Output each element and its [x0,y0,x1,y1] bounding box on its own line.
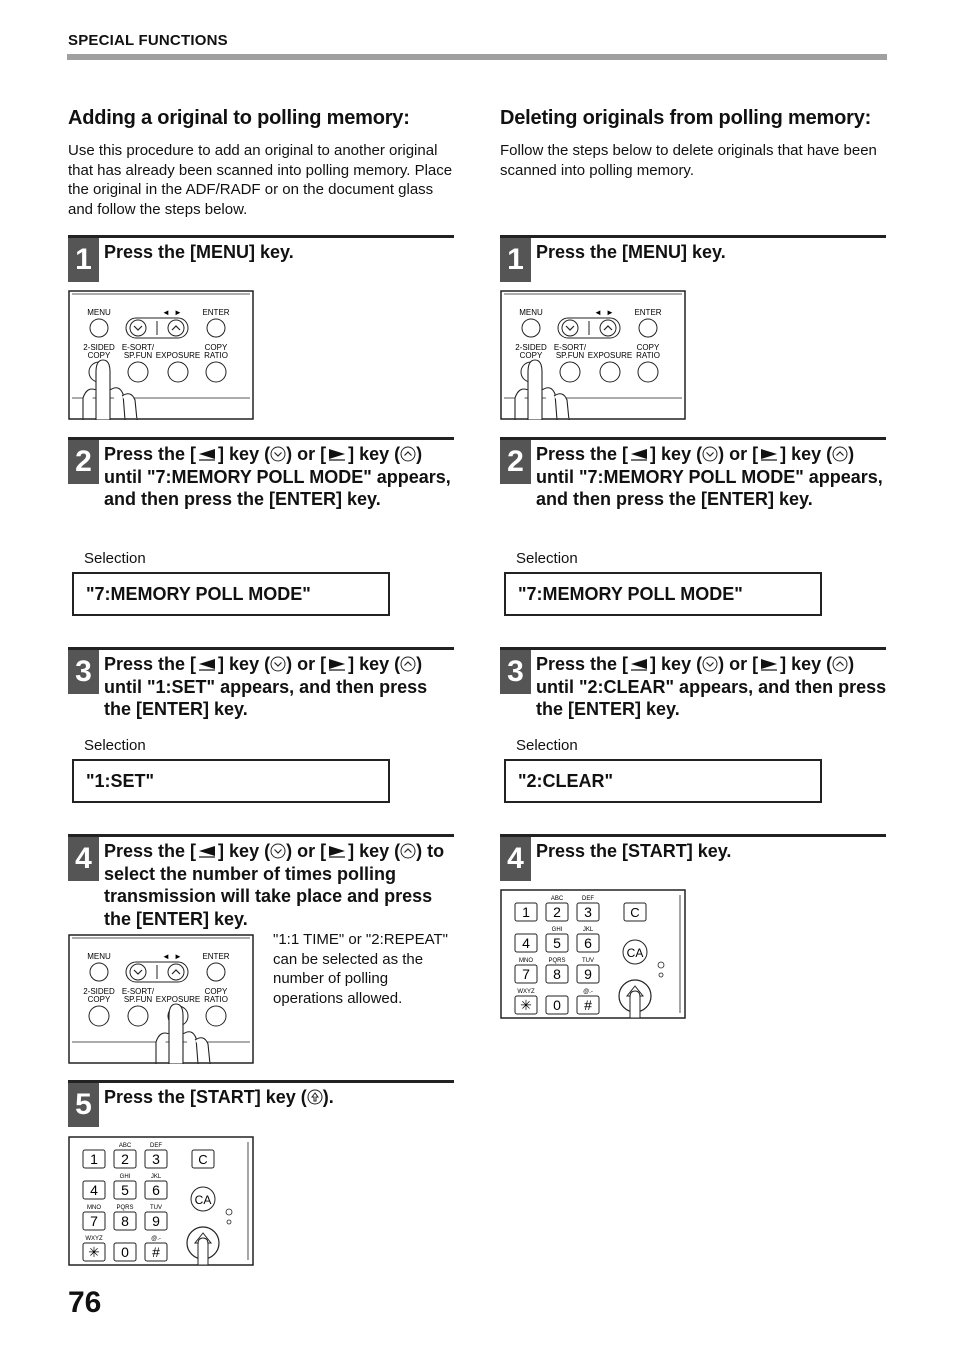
enter-key [207,963,225,981]
keypad-key-label: 3 [152,1151,160,1167]
keypad-letters: ABC [550,896,564,902]
step-text-part: ) or [ [286,841,327,861]
panel-label: ENTER [202,952,230,961]
panel-label: 2-SIDED [515,343,547,352]
enter-key [207,319,225,337]
menu-key [90,319,108,337]
step-text-part: ] key ( [348,654,401,674]
step-text [536,653,888,721]
keypad-key-label: 2 [553,904,561,920]
down-key-icon [270,843,286,859]
step-number: 3 [500,650,531,694]
step-text-part: ) or [ [286,444,327,464]
up-key-icon [832,656,848,672]
right-step-1 [500,235,886,286]
keypad-letters: @.- [583,989,593,995]
step-text [104,653,456,721]
up-key-icon [400,446,416,462]
keypad-letters: GHI [119,1174,131,1180]
step-number: 5 [68,1083,99,1127]
enter-key [639,319,657,337]
keypad-letters: JKL [150,1174,162,1180]
step-text-part: ) or [ [286,654,327,674]
step-number: 4 [500,837,531,881]
selection-label: Selection [84,550,146,567]
step-number: 1 [68,238,99,282]
step-text-part: ). [322,1087,334,1107]
step-text-part: Press the [ [104,654,197,674]
selection-label: Selection [516,737,578,754]
keypad-letters: @.- [151,1236,161,1242]
step-number: 4 [68,837,99,881]
keypad-key-label: 5 [553,935,561,951]
keypad-key-label: 7 [522,966,530,982]
left-step-2 [68,437,454,509]
left-arrow-key-icon [196,844,218,858]
keypad-key-label: ✳ [88,1244,100,1260]
step-text-part: until "2:CLEAR" appears, and then press the [ENTER] key. [536,676,887,719]
keypad-key-label: 3 [584,904,592,920]
left-arrow-key-icon [628,447,650,461]
panel-label: COPY [204,343,228,352]
left-intro: Use this procedure to add an original to another original that has already been scanned into polling memory. Place the original in the ADF/RADF or on the document glass and follow the steps below. [68,142,453,218]
keypad-key-label: 9 [584,966,592,982]
keypad-svg [500,889,686,1019]
right-intro: Follow the steps below to delete originals that have been scanned into polling memory. [500,142,877,179]
step-text-part: ] key ( [348,444,401,464]
menu-key [522,319,540,337]
step-number: 1 [500,238,531,282]
panel-label: MENU [87,308,111,317]
panel-label: ◄ [594,308,602,317]
down-key [130,964,146,980]
step-text-part: ) [416,654,423,674]
step-text [104,840,456,930]
panel-label: 2-SIDED [83,987,115,996]
panel-label: COPY [636,343,660,352]
keypad-key-label: 1 [522,904,530,920]
keypad-key-label: # [584,997,592,1013]
keypad-key-label: 8 [121,1213,129,1229]
lcd-display: "7:MEMORY POLL MODE" [72,572,390,616]
step-text-part: until "7:MEMORY POLL MODE" appears, and then press the [ENTER] key. [104,466,451,509]
keypad-key-label: 0 [121,1244,129,1260]
step-text-part: until "7:MEMORY POLL MODE" appears, and then press the [ENTER] key. [536,466,883,509]
operation-panel-illustration [68,934,254,1064]
step-number: 2 [68,440,99,484]
panel-label: COPY [519,351,543,360]
down-key-icon [702,656,718,672]
panel-label: EXPOSURE [587,351,633,360]
panel-label: SP.FUN [123,995,153,1004]
panel-label: ► [174,308,182,317]
step-text [104,443,456,511]
panel-label: ► [174,952,182,961]
step-text-part: ] key ( [348,841,401,861]
panel-label: E-SORT/ [121,343,155,352]
panel-label: COPY [87,351,111,360]
panel-label: SP.FUN [555,351,585,360]
lcd-display: "1:SET" [72,759,390,803]
panel-label: RATIO [204,995,228,1004]
panel-label: ◄ [162,952,170,961]
keypad-letters: MNO [519,958,533,964]
keypad-letters: JKL [582,927,594,933]
right-step-4 [500,834,886,885]
step-text-part: ) [848,654,855,674]
pointing-hand-illustration [198,1238,208,1265]
step-text [104,1086,456,1109]
start-key-icon [307,1089,323,1105]
step-text-part: ] key ( [780,444,833,464]
keypad-letters: DEF [582,896,594,902]
panel-label: ENTER [634,308,662,317]
step-text-part: ] key ( [780,654,833,674]
keypad-svg [68,1136,254,1266]
panel-label: E-SORT/ [121,987,155,996]
clear-all-key-label: CA [194,1193,212,1207]
keypad-letters: TUV [582,958,594,964]
step-text-part: ) or [ [718,654,759,674]
left-step-5 [68,1080,454,1131]
keypad-key-label: 0 [553,997,561,1013]
down-key-icon [270,446,286,462]
pointing-hand-illustration [630,991,640,1018]
keypad-key-label: 4 [522,935,530,951]
right-arrow-key-icon [758,447,780,461]
keypad-letters: MNO [87,1205,101,1211]
lcd-display: "2:CLEAR" [504,759,822,803]
step-text-part: Press the [ [104,444,197,464]
step-text: Press the [START] key. [536,841,732,861]
keypad-key-label: 2 [121,1151,129,1167]
keypad-key-label: 4 [90,1182,98,1198]
left-arrow-key-icon [196,657,218,671]
right-step-3 [500,647,887,719]
keypad-key-label: # [152,1244,160,1260]
right-arrow-key-icon [758,657,780,671]
step-text-part: Press the [ [536,654,629,674]
keypad-key-label: ✳ [520,997,532,1013]
panel-label: ► [606,308,614,317]
up-key-icon [400,656,416,672]
keypad-key-label: 1 [90,1151,98,1167]
keypad-key-label: 8 [553,966,561,982]
left-step-1 [68,235,454,286]
header-rule [67,54,887,60]
keypad-illustration [68,1136,254,1266]
panel-label: EXPOSURE [155,995,201,1004]
left-arrow-key-icon [196,447,218,461]
left-arrow-key-icon [628,657,650,671]
operation-panel-svg [68,290,254,420]
selection-label: Selection [516,550,578,567]
step-text-part: ) [416,841,423,861]
step-text-part: ) or [ [718,444,759,464]
panel-label: RATIO [204,351,228,360]
section-header: SPECIAL FUNCTIONS [68,32,228,49]
page-number: 76 [68,1286,102,1319]
right-section-title: Deleting originals from polling memory: [500,107,872,129]
keypad-letters: WXYZ [85,1236,103,1242]
step-text: Press the [MENU] key. [536,242,726,262]
left-section-title: Adding a original to polling memory: [68,107,410,129]
step-text-part: Press the [ [536,444,629,464]
operation-panel-svg [500,290,686,420]
step-text [536,443,888,511]
step-number: 2 [500,440,531,484]
step-note: "1:1 TIME" or "2:REPEAT" can be selected as the number of polling operations allowed. [273,931,448,1007]
keypad-key-label: 6 [584,935,592,951]
clear-key-label: C [630,905,640,920]
keypad-key-label: 5 [121,1182,129,1198]
keypad-letters: GHI [551,927,563,933]
up-key [168,320,184,336]
step-text-part: until "1:SET" appears, and then press the [ENTER] key. [104,676,428,719]
panel-label: MENU [87,952,111,961]
up-key-icon [400,843,416,859]
clear-all-key-label: CA [626,946,644,960]
keypad-key-label: 6 [152,1182,160,1198]
up-key [600,320,616,336]
step-text-part: to select the number of times polling transmission will take place and press the [ENTER] key. [104,841,445,929]
down-key [562,320,578,336]
keypad-letters: PQRS [548,958,566,964]
up-key-icon [832,446,848,462]
step-text-part: ] key ( [218,444,271,464]
down-key [130,320,146,336]
step-text-part: ) [416,444,423,464]
panel-label: COPY [87,995,111,1004]
keypad-key-label: 9 [152,1213,160,1229]
panel-label: SP.FUN [123,351,153,360]
keypad-letters: ABC [118,1143,132,1149]
step-text: Press the [MENU] key. [104,242,294,262]
panel-label: E-SORT/ [553,343,587,352]
down-key-icon [270,656,286,672]
right-step-2 [500,437,886,509]
selection-label: Selection [84,737,146,754]
right-arrow-key-icon [326,657,348,671]
left-step-3 [68,647,454,719]
step-text-part: Press the [START] key ( [104,1087,307,1107]
keypad-letters: TUV [150,1205,162,1211]
step-text-part: ) [848,444,855,464]
right-arrow-key-icon [326,447,348,461]
step-text-part: Press the [ [104,841,197,861]
keypad-letters: WXYZ [517,989,535,995]
keypad-letters: DEF [150,1143,162,1149]
keypad-illustration [500,889,686,1019]
panel-label: MENU [519,308,543,317]
down-key-icon [702,446,718,462]
panel-label: ENTER [202,308,230,317]
panel-label: COPY [204,987,228,996]
step-text-part: ] key ( [650,444,703,464]
step-text-part: ] key ( [218,654,271,674]
panel-label: EXPOSURE [155,351,201,360]
keypad-key-label: 7 [90,1213,98,1229]
left-step-4 [68,834,454,929]
menu-key [90,963,108,981]
right-arrow-key-icon [326,844,348,858]
step-number: 3 [68,650,99,694]
panel-label: RATIO [636,351,660,360]
step-text-part: ] key ( [218,841,271,861]
panel-label: 2-SIDED [83,343,115,352]
panel-label: ◄ [162,308,170,317]
lcd-display: "7:MEMORY POLL MODE" [504,572,822,616]
operation-panel-svg [68,934,254,1064]
keypad-letters: PQRS [116,1205,134,1211]
clear-key-label: C [198,1152,208,1167]
operation-panel-illustration [68,290,254,420]
step-text-part: ] key ( [650,654,703,674]
operation-panel-illustration [500,290,686,420]
up-key [168,964,184,980]
